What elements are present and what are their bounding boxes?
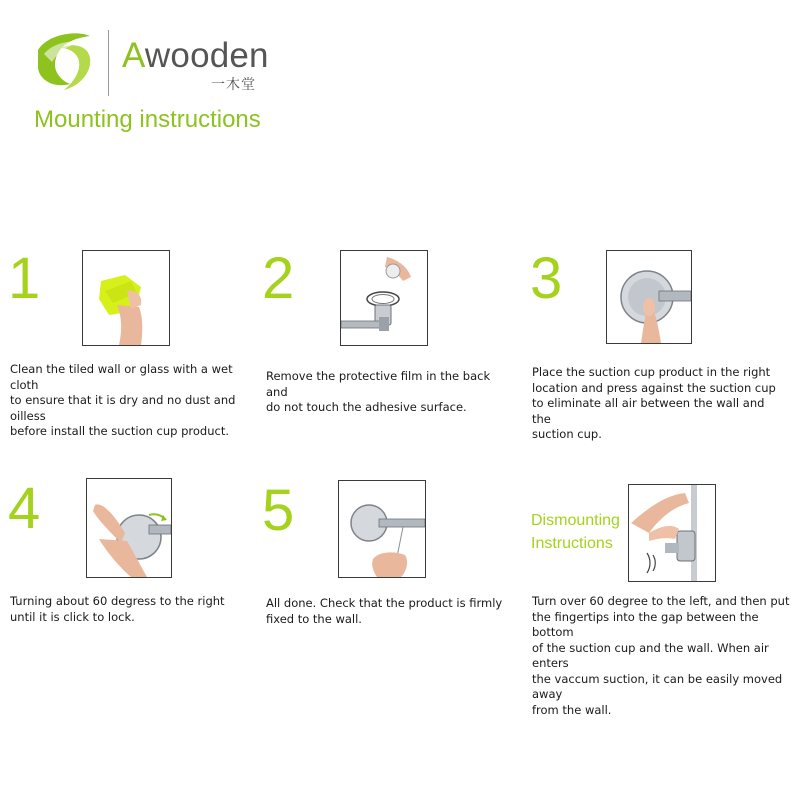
brand-name-first-letter: A	[122, 36, 145, 75]
step-4-number: 4	[8, 476, 41, 541]
brand-name-rest: wooden	[144, 36, 269, 75]
rotate-lock-icon	[86, 478, 172, 578]
brand-chinese-name: 一木堂	[211, 77, 256, 93]
step-2-number: 2	[262, 246, 295, 311]
step-1-number: 1	[8, 246, 41, 311]
brand-logo	[30, 28, 96, 94]
logo-divider	[108, 30, 109, 96]
step-3-text: Place the suction cup product in the right location and press against the suction cup to eliminate all air between the wall and the suction cup.	[532, 365, 776, 441]
press-suction-cup-icon	[606, 250, 692, 344]
step-5-number: 5	[262, 478, 295, 543]
dismount-text: Turn over 60 degree to the left, and then put the fingertips into the gap between the bottom of the suction cup and the wall. When air enters the vaccum suction, it can be easily moved away from the wall.	[532, 594, 790, 717]
pull-test-icon	[338, 480, 426, 578]
step-4-text: Turning about 60 degress to the right until it is click to lock.	[10, 594, 225, 624]
page-title: Mounting instructions	[34, 106, 261, 133]
step-5-text: All done. Check that the product is firmly fixed to the wall.	[266, 596, 503, 626]
step-2-text: Remove the protective film in the back and do not touch the adhesive surface.	[266, 369, 491, 414]
dismount-suction-cup-icon	[628, 484, 716, 582]
step-3-number: 3	[530, 246, 563, 311]
wipe-wall-cloth-icon	[82, 250, 170, 346]
step-1-text: Clean the tiled wall or glass with a wet cloth to ensure that it is dry and no dust and oilless before install the suction cup product.	[10, 362, 236, 438]
peel-film-icon	[340, 250, 428, 346]
dismount-label: Dismounting Instructions	[531, 512, 620, 552]
brand-name	[122, 36, 269, 76]
